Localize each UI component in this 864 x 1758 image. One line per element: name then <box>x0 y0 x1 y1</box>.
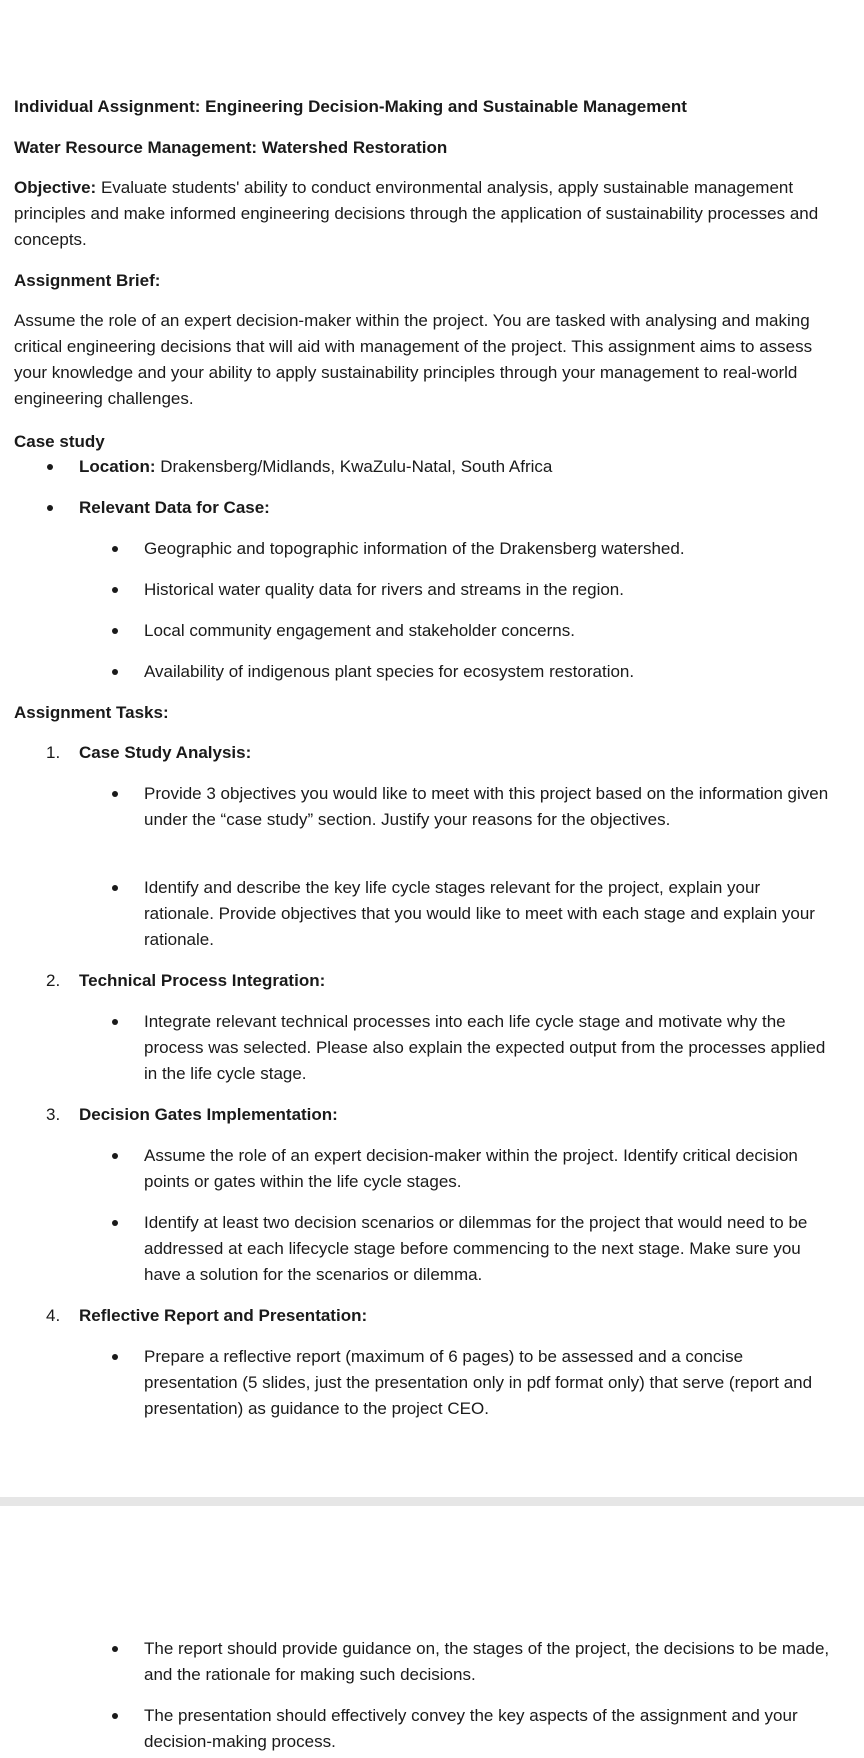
task-bullet: Provide 3 objectives you would like to meet with this project based on the information given under the “case study” section. Justify your reasons for the objectives. <box>144 784 829 829</box>
brief-paragraph: Assume the role of an expert decision-maker within the project. You are tasked with analysing and making critical engineering decisions that will aid with management of the project. This assignment aims to assess your knowledge and your ability to apply sustainability principles through your management to real-world engineering challenges. <box>14 311 813 408</box>
bullet-icon <box>112 1019 118 1025</box>
tasks-heading: Assignment Tasks: <box>14 703 169 722</box>
task-title: Case Study Analysis: <box>79 743 252 762</box>
bullet-icon <box>112 587 118 593</box>
list-item: Availability of indigenous plant species for ecosystem restoration. <box>144 662 635 681</box>
list-item: Geographic and topographic information of the Drakensberg watershed. <box>144 539 685 558</box>
bullet-icon <box>112 1354 118 1360</box>
bullet-icon <box>112 1153 118 1159</box>
bullet-icon <box>112 669 118 675</box>
task-bullet: Identify at least two decision scenarios or dilemmas for the project that would need to be addressed at each lifecycle stage before commencing to the next stage. Make sure you have a solution for the scenarios or dilemma. <box>144 1213 808 1284</box>
bullet-icon <box>112 628 118 634</box>
task-number: 4. <box>46 1306 61 1325</box>
bullet-icon <box>112 546 118 552</box>
task-title: Decision Gates Implementation: <box>79 1105 338 1124</box>
task-title: Reflective Report and Presentation: <box>79 1306 368 1325</box>
task-number: 2. <box>46 971 61 990</box>
brief-heading: Assignment Brief: <box>14 271 161 290</box>
objective-label: Objective: <box>14 178 97 197</box>
page2-bullet: The report should provide guidance on, the stages of the project, the decisions to be made, and the rationale for making such decisions. <box>144 1639 830 1684</box>
bullet-icon <box>112 885 118 891</box>
bullet-icon <box>112 791 118 797</box>
page2-bullet: The presentation should effectively convey the key aspects of the assignment and your decision-making process. <box>144 1706 798 1751</box>
task-title: Technical Process Integration: <box>79 971 326 990</box>
bullet-icon <box>112 1713 118 1719</box>
task-bullet: Prepare a reflective report (maximum of 6 pages) to be assessed and a concise presentation (5 slides, just the presentation only in pdf format only) that serve (report and presentation) as guidance to the project CEO. <box>144 1347 813 1418</box>
task-bullet: Identify and describe the key life cycle stages relevant for the project, explain your rationale. Provide objectives that you would like to meet with each stage and explain your rationale. <box>144 878 815 949</box>
bullet-icon <box>112 1646 118 1652</box>
task-number: 1. <box>46 743 61 762</box>
list-item: Local community engagement and stakeholder concerns. <box>144 621 575 640</box>
location-value: Drakensberg/Midlands, KwaZulu-Natal, South Africa <box>160 457 553 476</box>
objective-text: Evaluate students' ability to conduct environmental analysis, apply sustainable management principles and make informed engineering decisions through the application of sustainability processes and concepts. <box>14 178 819 249</box>
bullet-icon <box>47 505 53 511</box>
page-separator <box>0 1497 864 1506</box>
task-number: 3. <box>46 1105 61 1124</box>
location-label: Location: <box>79 457 156 476</box>
bullet-icon <box>47 464 53 470</box>
document-page-2 <box>0 1506 864 1758</box>
task-bullet: Assume the role of an expert decision-maker within the project. Identify critical decision points or gates within the life cycle stages. <box>144 1146 798 1191</box>
list-item: Historical water quality data for rivers and streams in the region. <box>144 580 624 599</box>
case-study-heading: Case study <box>14 432 105 451</box>
assignment-title: Individual Assignment: Engineering Decision-Making and Sustainable Management <box>14 97 687 116</box>
objective-paragraph <box>14 175 834 253</box>
bullet-icon <box>112 1220 118 1226</box>
relevant-data-heading: Relevant Data for Case: <box>79 498 270 517</box>
assignment-subtitle: Water Resource Management: Watershed Restoration <box>14 138 448 157</box>
location-item <box>79 454 839 480</box>
task-bullet: Integrate relevant technical processes into each life cycle stage and motivate why the process was selected. Please also explain the expected output from the processes applied in the life cycle stage. <box>144 1012 826 1083</box>
